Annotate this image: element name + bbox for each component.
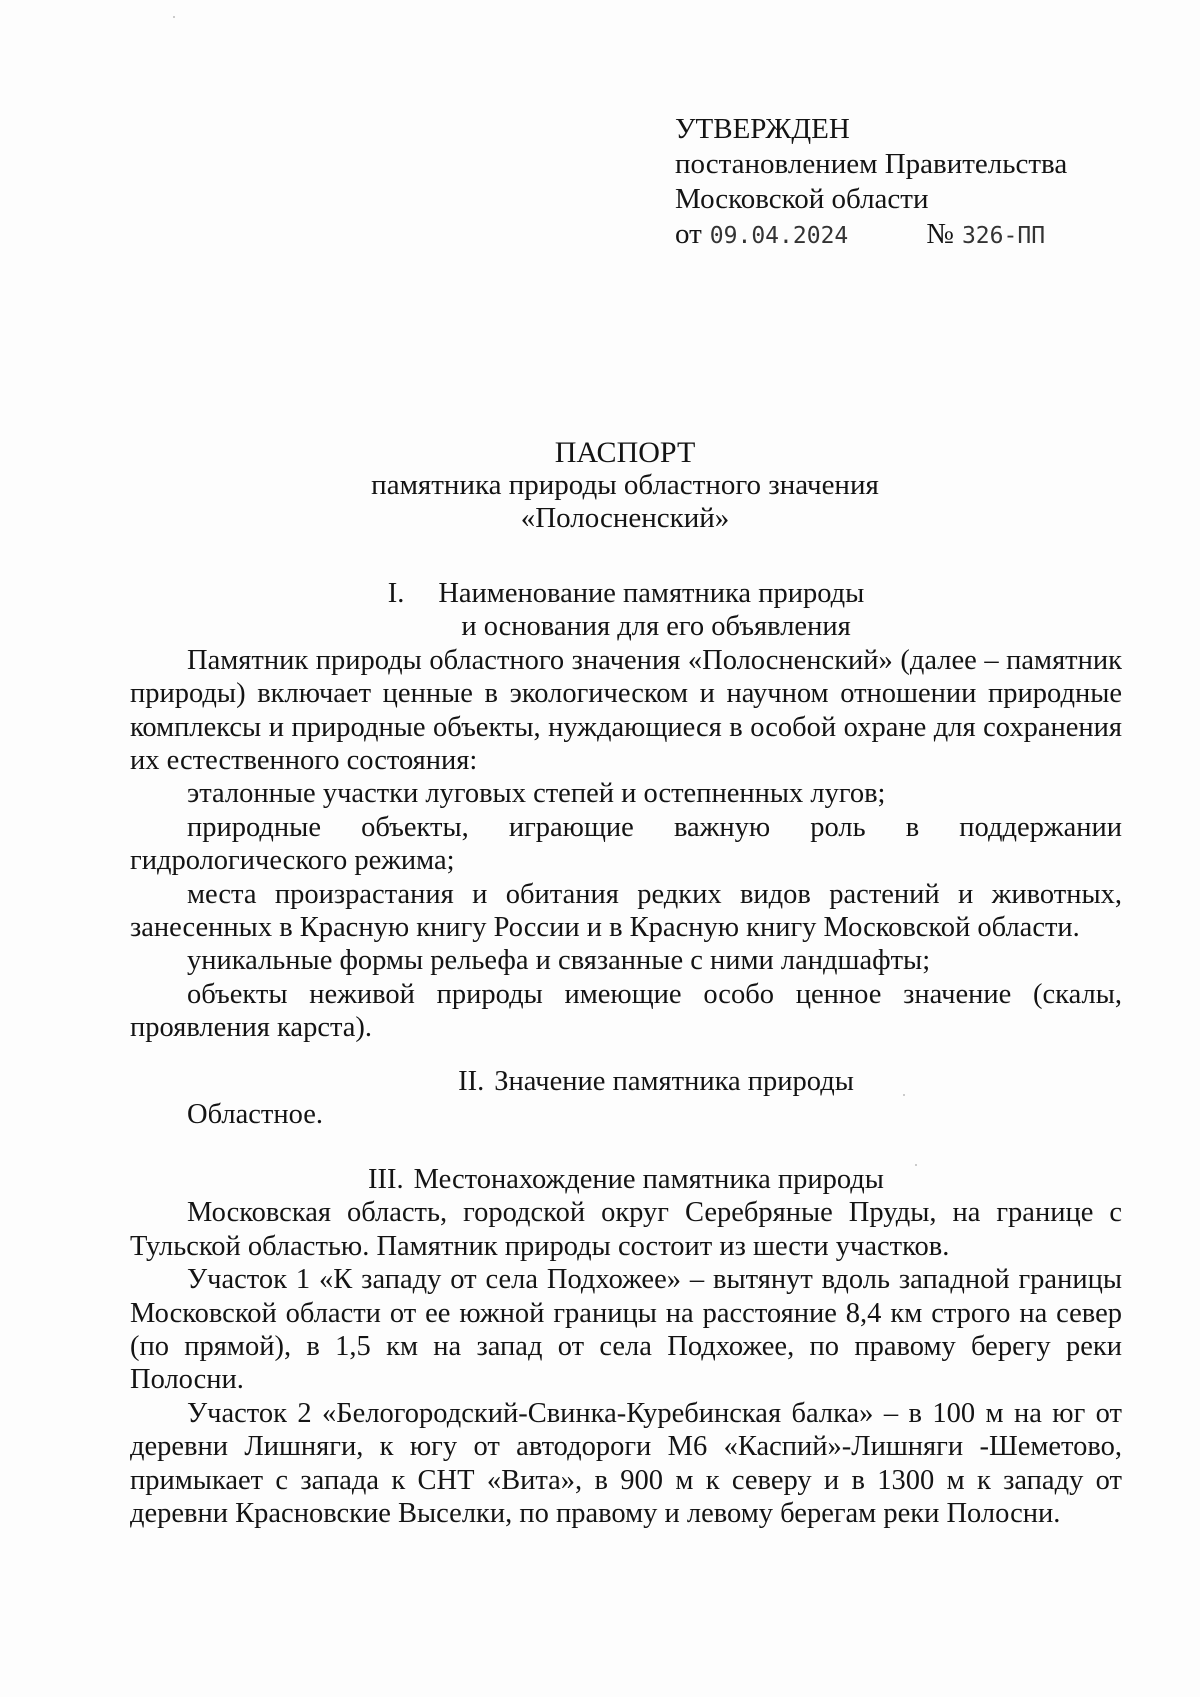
number-value: 326-ПП — [961, 223, 1046, 249]
scan-speck — [915, 1164, 917, 1166]
section-3-paragraph: Участок 1 «К западу от села Подхожее» – вытянут вдоль западной границы Московской области от ее южной границы на расстояние 8,4 км строго на север (по прямой), в 1,5 км на запад от села Подхожее, по правому берегу реки Полосни. — [130, 1264, 1122, 1396]
section-1-paragraph: Памятник природы областного значения «Полосненский» (далее – памятник природы) включает ценные в экологическом и научном отношении природные комплексы и природные объекты, нуждающиеся в особой охране для сохранения их естественного состояния: — [130, 644, 1122, 777]
date-label: от — [675, 218, 702, 250]
title-line-2: памятника природы областного значения — [371, 469, 879, 501]
section-2-heading-text: Значение памятника природы — [494, 1066, 854, 1097]
approval-region-line: Московской области — [675, 183, 929, 215]
section-3-heading — [130, 1163, 1122, 1196]
approval-block — [675, 112, 1067, 254]
section-1-heading-line-1: Наименование памятника природы — [438, 578, 865, 609]
section-3-heading-text: Местонахождение памятника природы — [413, 1164, 884, 1195]
approval-date-number-line — [675, 217, 1067, 254]
section-1-heading-line-2: и основания для его объявления — [461, 611, 851, 643]
section-1-paragraph: природные объекты, играющие важную роль в поддержании гидрологического режима; — [130, 811, 1122, 877]
date-value: 09.04.2024 — [709, 223, 849, 249]
number-label: № — [926, 218, 954, 250]
section-1-heading — [130, 577, 1122, 644]
section-3 — [130, 1163, 1122, 1530]
section-3-paragraph: Московская область, городской округ Серебряные Пруды, на границе с Тульской областью. Памятник природы состоит из шести участков. — [130, 1197, 1122, 1262]
section-1-paragraph: места произрастания и обитания редких видов растений и животных, занесенных в Красную книгу России и в Красную книгу Московской области. — [130, 878, 1122, 944]
section-3-paragraph: Участок 2 «Белогородский-Свинка-Куребинская балка» – в 100 м на юг от деревни Лишняги, к югу от автодороги М6 «Каспий»-Лишняги -Шеметово, примыкает с запада к СНТ «Вита», в 900 м к северу и в 1300 м к западу от деревни Красновские Выселки, по правому и левому берегам реки Полосни. — [130, 1397, 1122, 1530]
section-1 — [130, 577, 1122, 1045]
document-title — [0, 436, 1200, 535]
scan-speck — [903, 1094, 905, 1096]
section-1-paragraph: эталонные участки луговых степей и остепненных лугов; — [187, 778, 886, 810]
approval-decree-line: постановлением Правительства — [675, 148, 1068, 180]
section-1-numeral: I. — [387, 578, 405, 609]
section-1-paragraph: объекты неживой природы имеющие особо ценное значение (скалы, проявления карста). — [130, 978, 1122, 1044]
section-2-paragraph: Областное. — [187, 1099, 323, 1131]
title-line-1: ПАСПОРТ — [554, 436, 696, 469]
section-3-numeral: III. — [368, 1164, 404, 1195]
section-2-heading — [130, 1065, 1122, 1098]
section-2 — [130, 1065, 1122, 1132]
approval-heading: УТВЕРЖДЕН — [675, 113, 850, 145]
section-2-numeral: II. — [458, 1066, 485, 1097]
scan-speck — [173, 16, 175, 18]
section-1-paragraph: уникальные формы рельефа и связанные с ними ландшафты; — [187, 945, 931, 977]
title-line-3: «Полосненский» — [520, 502, 730, 534]
